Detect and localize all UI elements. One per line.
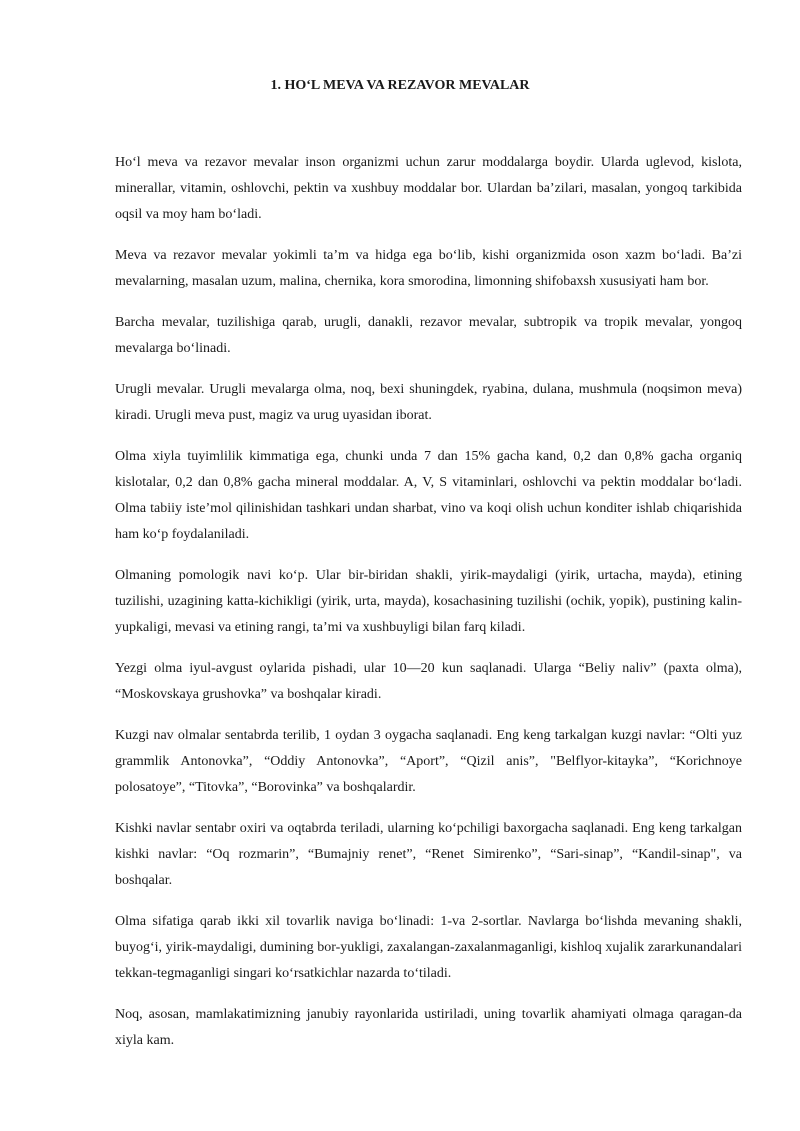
paragraph: Kishki navlar sentabr oxiri va oqtabrda teriladi, ularning ko‘pchiligi baxorgacha saqlanadi. Eng keng tarkalgan kishki navlar: “Oq rozmarin”, “Bumajniy renet”, “Renet Simirenko”, “Sari-sinap”, “Kandil-sinap", va boshqalar. <box>115 821 742 888</box>
paragraph: Urugli mevalar. Urugli mevalarga olma, noq, bexi shuningdek, ryabina, dulana, mushmula (noqsimon meva) kiradi. Urugli meva pust, magiz va urug uyasidan iborat. <box>115 382 742 423</box>
paragraph: Olmaning pomologik navi ko‘p. Ular bir-biridan shakli, yirik-maydaligi (yirik, urtacha, mayda), etining tuzilishi, uzagining katta-kichikligi (yirik, urta, mayda), kosachasining tuzilishi (ochik, yopik), pustining kalin-yupkaligi, mevasi va etining rangi, ta’mi va xushbuyligi bilan farq kiladi. <box>115 568 742 635</box>
paragraph: Olma xiyla tuyimlilik kimmatiga ega, chunki unda 7 dan 15% gacha kand, 0,2 dan 0,8% gacha organiq kislotalar, 0,2 dan 0,8% gacha mineral moddalar. A, V, S vitaminlari, oshlovchi va pektin moddalar bo‘ladi. Olma tabiiy iste’mol qilinishidan tashkari undan sharbat, vino va koqi olish uchun konditer ishlab chiqarishida ham ko‘p foydalaniladi. <box>115 449 742 542</box>
document-title: 1. HO‘L MEVA VA REZAVOR MEVALAR <box>270 78 530 93</box>
paragraph: Meva va rezavor mevalar yokimli ta’m va hidga ega bo‘lib, kishi organizmida oson xazm bo‘ladi. Ba’zi mevalarning, masalan uzum, malina, chernika, kora smorodina, limonning shifobaxsh xususiyati ham bor. <box>115 248 742 289</box>
paragraph: Barcha mevalar, tuzilishiga qarab, urugli, danakli, rezavor mevalar, subtropik va tropik mevalar, yongoq mevalarga bo‘linadi. <box>115 315 742 356</box>
paragraph: Kuzgi nav olmalar sentabrda terilib, 1 oydan 3 oygacha saqlanadi. Eng keng tarkalgan kuzgi navlar: “Olti yuz grammlik Antonovka”, “Oddiy Antonovka”, “Aport”, “Qizil anis”, "Belflyor-kitayka”, “Korichnoye polosatoye”, “Titovka”, “Borovinka” va boshqalardir. <box>115 728 742 795</box>
paragraph: Olma sifatiga qarab ikki xil tovarlik naviga bo‘linadi: 1-va 2-sortlar. Navlarga bo‘lishda mevaning shakli, buyog‘i, yirik-maydaligi, dumining bor-yukligi, zaxalangan-zaxalanmaganligi, kishloq xujalik zararkunandalari tekkan-tegmaganligi singari ko‘rsatkichlar nazarda to‘tiladi. <box>115 914 742 981</box>
document-body <box>115 150 742 1069</box>
paragraph: Ho‘l meva va rezavor mevalar inson organizmi uchun zarur moddalarga boydir. Ularda uglevod, kislota, minerallar, vitamin, oshlovchi, pektin va xushbuy moddalar bor. Ulardan ba’zilari, masalan, yongoq tarkibida oqsil va moy ham bo‘ladi. <box>115 155 742 222</box>
paragraph: Yezgi olma iyul-avgust oylarida pishadi, ular 10—20 kun saqlanadi. Ularga “Beliy naliv” (paxta olma), “Moskovskaya grushovka” va boshqalar kiradi. <box>115 661 742 702</box>
paragraph: Noq, asosan, mamlakatimizning janubiy rayonlarida ustiriladi, uning tovarlik ahamiyati olmaga qaragan-da xiyla kam. <box>115 1007 742 1048</box>
